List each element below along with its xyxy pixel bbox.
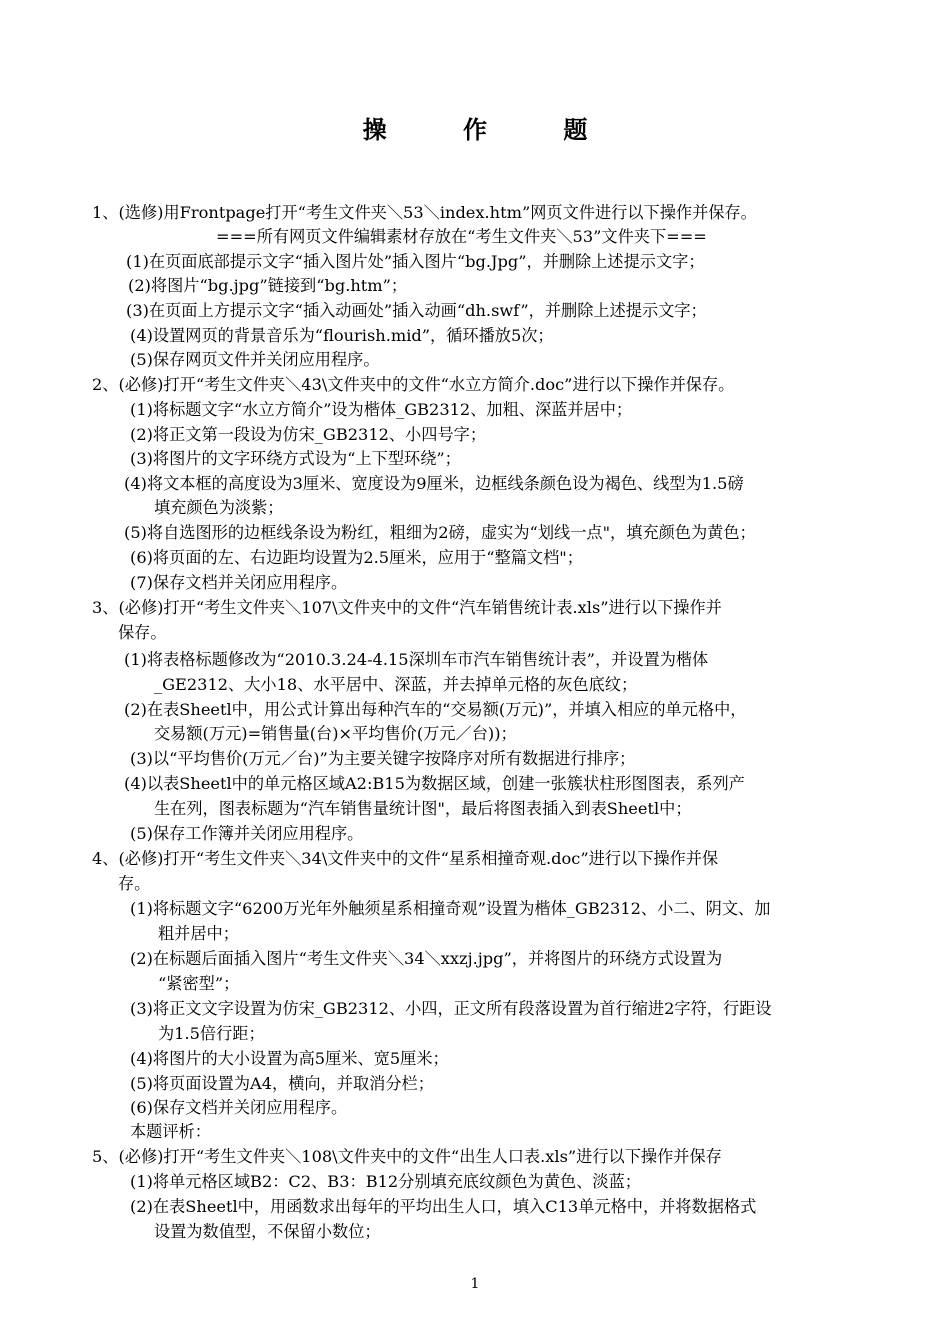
question-2-step-1: (1)将标题文字“水立方简介”设为楷体_GB2312、加粗、深蓝并居中；	[130, 400, 633, 419]
question-2-step-5: (5)将自选图形的边框线条设为粉红，粗细为2磅，虚实为“划线一点"，填充颜色为黄色；	[124, 523, 756, 542]
question-4-step-1-cont: 粗并居中；	[158, 924, 239, 943]
question-4-step-3-cont: 为1.5倍行距；	[158, 1024, 265, 1043]
question-2-step-3: (3)将图片的文字环绕方式设为“上下型环绕”；	[130, 449, 461, 468]
question-4-review: 本题评析：	[130, 1122, 211, 1141]
question-3-step-2-cont: 交易额(万元)=销售量(台)×平均售价(万元／台))；	[154, 724, 517, 743]
page-number: 1	[470, 1276, 480, 1292]
question-5-step-2-cont: 设置为数值型，不保留小数位；	[154, 1222, 381, 1241]
question-1-step-2: (2)将图片“bg.jpg”链接到“bg.htm”；	[128, 276, 408, 295]
question-1-heading: 1、(选修)用Frontpage打开“考生文件夹＼53＼index.htm”网页文件进行以下操作并保存。	[92, 203, 757, 222]
question-4-step-4: (4)将图片的大小设置为高5厘米、宽5厘米；	[130, 1049, 449, 1068]
question-4-step-6: (6)保存文档并关闭应用程序。	[130, 1098, 348, 1117]
question-3-heading: 3、(必修)打开“考生文件夹＼107\文件夹中的文件“汽车销售统计表.xls”进行以下操作并	[92, 598, 722, 617]
question-3-step-5: (5)保存工作簿并关闭应用程序。	[130, 824, 364, 843]
question-1-note: ===所有网页文件编辑素材存放在“考生文件夹＼53”文件夹下===	[216, 227, 707, 246]
question-3-heading-cont: 保存。	[118, 623, 167, 642]
question-3-step-2: (2)在表Sheetl中，用公式计算出每种汽车的“交易额(万元)”，并填入相应的单元格中，	[124, 700, 747, 719]
question-2-step-4: (4)将文本框的高度设为3厘米、宽度设为9厘米，边框线条颜色设为褐色、线型为1.5磅	[124, 474, 744, 493]
question-4-step-5: (5)将页面设置为A4，横向，并取消分栏；	[130, 1074, 434, 1093]
question-2-step-7: (7)保存文档并关闭应用程序。	[130, 573, 348, 592]
question-2-step-6: (6)将页面的左、右边距均设置为2.5厘米，应用于“整篇文档"；	[130, 548, 583, 567]
question-2-step-4-cont: 填充颜色为淡紫；	[154, 498, 284, 517]
question-4-heading: 4、(必修)打开“考生文件夹＼34\文件夹中的文件“星系相撞奇观.doc”进行以下操作并保	[92, 849, 719, 868]
question-4-step-1: (1)将标题文字“6200万光年外触须星系相撞奇观”设置为楷体_GB2312、小二、阴文、加	[130, 899, 771, 918]
question-5-heading: 5、(必修)打开“考生文件夹＼108\文件夹中的文件“出生人口表.xls”进行以下操作并保存	[92, 1147, 722, 1166]
question-4-step-2: (2)在标题后面插入图片“考生文件夹＼34＼xxzj.jpg”，并将图片的环绕方式设置为	[130, 949, 723, 968]
question-3-step-1: (1)将表格标题修改为“2010.3.24-4.15深圳车市汽车销售统计表”，并设置为楷体	[124, 650, 709, 669]
question-1-step-5: (5)保存网页文件并关闭应用程序。	[130, 350, 380, 369]
question-3-step-3: (3)以“平均售价(万元／台)”为主要关键字按降序对所有数据进行排序；	[130, 749, 636, 768]
question-2-heading: 2、(必修)打开“考生文件夹＼43\文件夹中的文件“水立方简介.doc”进行以下操作并保存。	[92, 375, 735, 394]
question-1-step-3: (3)在页面上方提示文字“插入动画处”插入动画“dh.swf”，并删除上述提示文字；	[126, 301, 707, 320]
question-4-step-2-cont: “紧密型”；	[158, 974, 240, 993]
question-4-heading-cont: 存。	[118, 874, 151, 893]
question-3-step-4: (4)以表Sheetl中的单元格区域A2:B15为数据区域，创建一张簇状柱形图图表，系列产	[124, 774, 745, 793]
question-1-step-1: (1)在页面底部提示文字“插入图片处”插入图片“bg.Jpg”，并删除上述提示文字；	[126, 252, 705, 271]
question-2-step-2: (2)将正文第一段设为仿宋_GB2312、小四号字；	[130, 425, 487, 444]
question-4-step-3: (3)将正文文字设置为仿宋_GB2312、小四，正文所有段落设置为首行缩进2字符，行距设	[130, 999, 772, 1018]
question-5-step-1: (1)将单元格区域B2：C2、B3：B12分别填充底纹颜色为黄色、淡蓝；	[130, 1172, 641, 1191]
question-3-step-1-cont: _GE2312、大小18、水平居中、深蓝，并去掉单元格的灰色底纹；	[154, 675, 638, 694]
page-title: 操 作 题	[362, 115, 622, 144]
question-1-step-4: (4)设置网页的背景音乐为“flourish.mid”，循环播放5次；	[130, 326, 554, 345]
question-3-step-4-cont: 生在列，图表标题为“汽车销售量统计图"，最后将图表插入到表Sheetl中；	[154, 799, 692, 818]
question-5-step-2: (2)在表Sheetl中，用函数求出每年的平均出生人口，填入C13单元格中，并将数据格式	[130, 1197, 757, 1216]
